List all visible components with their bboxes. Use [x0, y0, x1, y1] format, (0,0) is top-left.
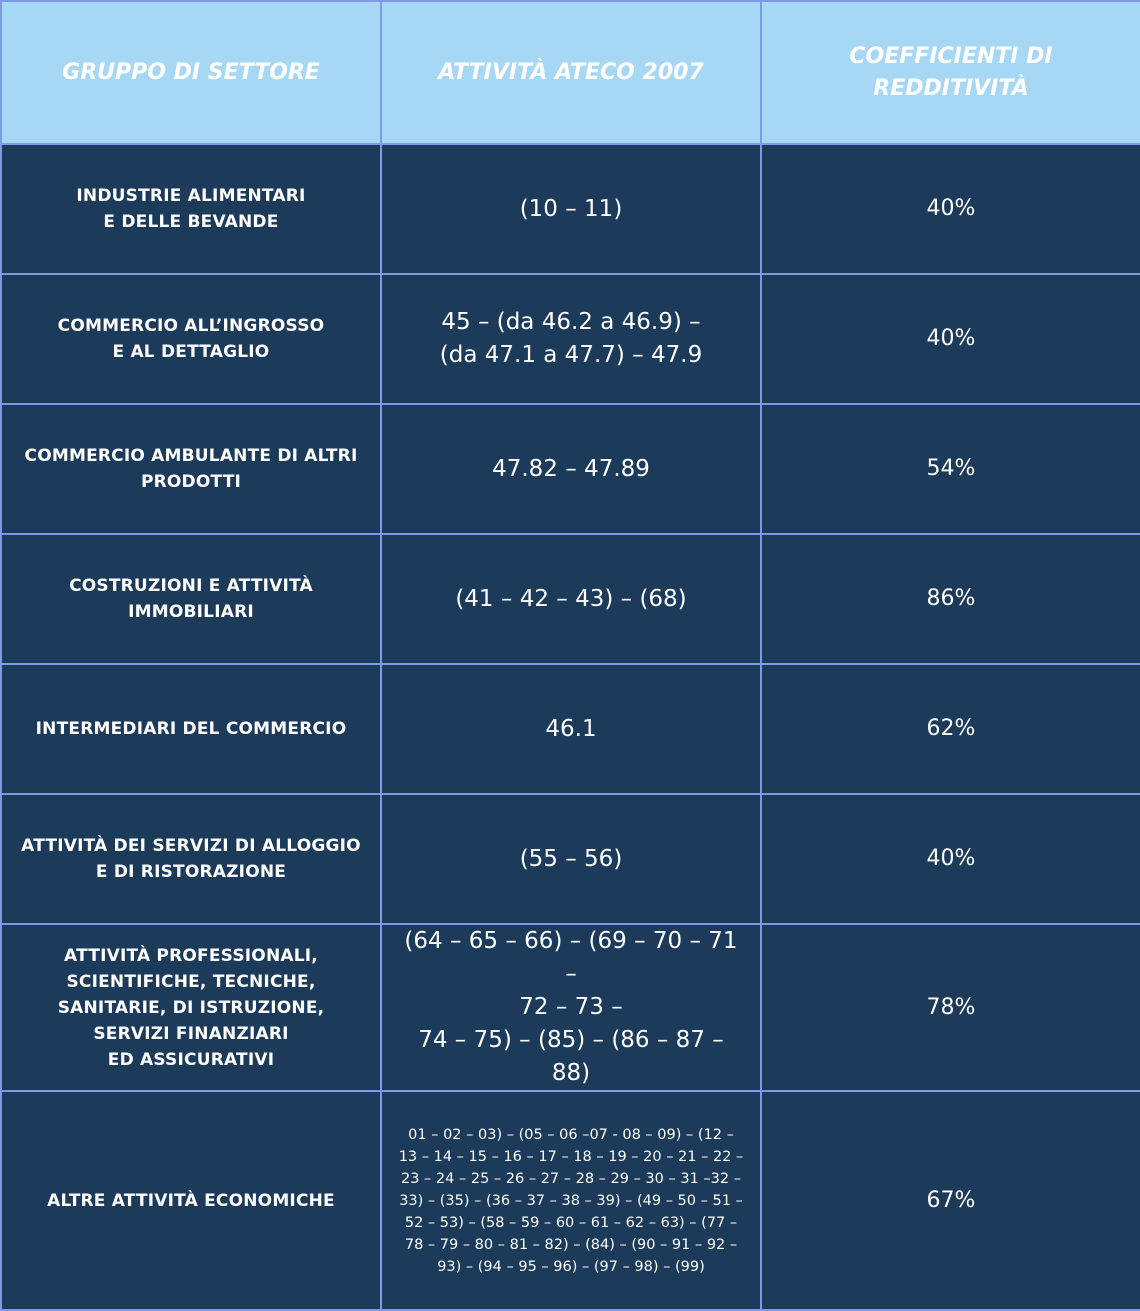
header-profitability-coefficient-label: COEFFICIENTI DI REDDITIVITÀ — [849, 43, 1053, 101]
coefficient-cell: 40% — [761, 144, 1140, 274]
sector-group-cell: COSTRUZIONI E ATTIVITÀ IMMOBILIARI — [1, 534, 381, 664]
sector-group-cell: COMMERCIO ALL’INGROSSO E AL DETTAGLIO — [1, 274, 381, 404]
sector-group-cell: COMMERCIO AMBULANTE DI ALTRI PRODOTTI — [1, 404, 381, 534]
table-row — [1, 144, 1140, 274]
sector-group-cell: ATTIVITÀ PROFESSIONALI, SCIENTIFICHE, TECNICHE, SANITARIE, DI ISTRUZIONE, SERVIZI FINANZIARI ED ASSICURATIVI — [1, 924, 381, 1091]
coefficient-cell: 40% — [761, 794, 1140, 924]
sector-group-cell: INTERMEDIARI DEL COMMERCIO — [1, 664, 381, 794]
ateco-codes-cell: 46.1 — [381, 664, 761, 794]
sector-group-cell: ALTRE ATTIVITÀ ECONOMICHE — [1, 1091, 381, 1310]
table-header-row — [1, 1, 1140, 144]
table-row — [1, 404, 1140, 534]
header-ateco-activity — [381, 1, 761, 144]
header-sector-group — [1, 1, 381, 144]
ateco-codes-cell: (10 – 11) — [381, 144, 761, 274]
header-sector-group-label: GRUPPO DI SETTORE — [62, 59, 320, 85]
table-row — [1, 534, 1140, 664]
ateco-codes-cell: 01 – 02 – 03) – (05 – 06 –07 - 08 – 09) – (12 – 13 – 14 – 15 – 16 – 17 – 18 – 19 – 20 – 21 – 22 – 23 – 24 – 25 – 26 – 27 – 28 – 29 – 30 – 31 –32 – 33) – (35) – (36 – 37 – 38 – 39) – (49 – 50 – 51 – 52 – 53) – (58 – 59 – 60 – 61 – 62 – 63) – (77 – 78 – 79 – 80 – 81 – 82) – (84) – (90 – 91 – 92 – 93) – (94 – 95 – 96) – (97 – 98) – (99) — [381, 1091, 761, 1310]
table-row — [1, 664, 1140, 794]
coefficient-cell: 54% — [761, 404, 1140, 534]
sector-group-cell: INDUSTRIE ALIMENTARI E DELLE BEVANDE — [1, 144, 381, 274]
ateco-codes-cell: 47.82 – 47.89 — [381, 404, 761, 534]
ateco-codes-cell: 45 – (da 46.2 a 46.9) – (da 47.1 a 47.7) – 47.9 — [381, 274, 761, 404]
ateco-codes-cell: (64 – 65 – 66) – (69 – 70 – 71 – 72 – 73 – 74 – 75) – (85) – (86 – 87 – 88) — [381, 924, 761, 1091]
coefficient-cell: 86% — [761, 534, 1140, 664]
coefficient-cell: 40% — [761, 274, 1140, 404]
table-row — [1, 274, 1140, 404]
header-ateco-activity-label: ATTIVITÀ ATECO 2007 — [438, 59, 704, 85]
ateco-codes-cell: (55 – 56) — [381, 794, 761, 924]
table-row — [1, 1091, 1140, 1310]
table-row — [1, 924, 1140, 1091]
ateco-codes-cell: (41 – 42 – 43) – (68) — [381, 534, 761, 664]
coefficient-cell: 78% — [761, 924, 1140, 1091]
coefficient-cell: 62% — [761, 664, 1140, 794]
sector-group-cell: ATTIVITÀ DEI SERVIZI DI ALLOGGIO E DI RISTORAZIONE — [1, 794, 381, 924]
coefficient-cell: 67% — [761, 1091, 1140, 1310]
header-profitability-coefficient — [761, 1, 1140, 144]
table-row — [1, 794, 1140, 924]
